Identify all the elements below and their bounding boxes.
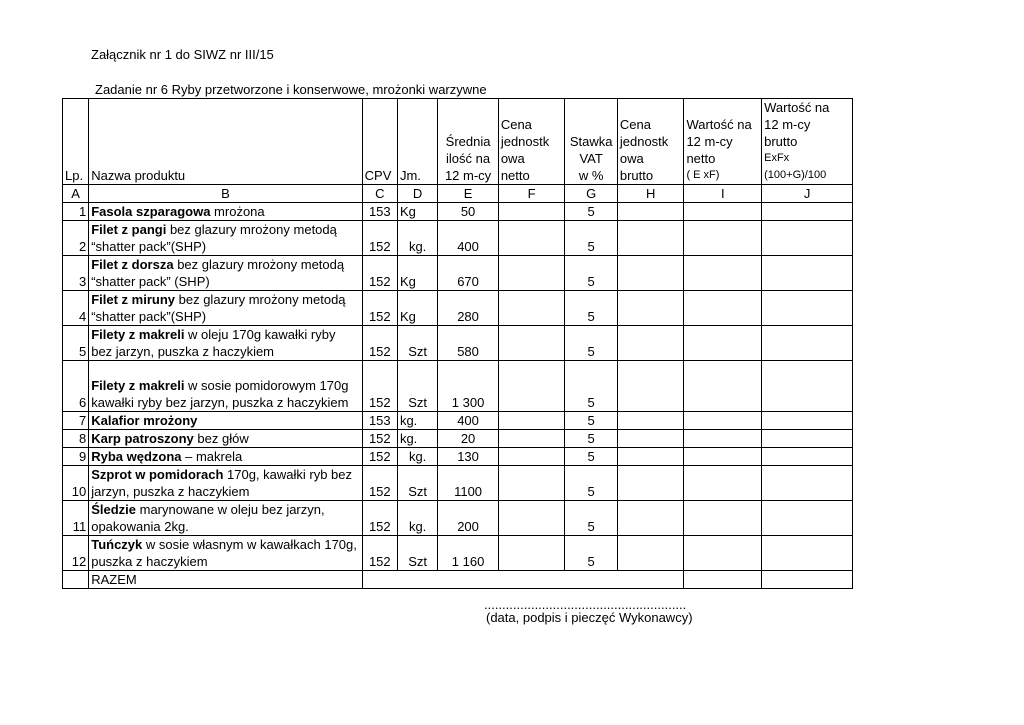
row-qty: 20 xyxy=(438,430,499,448)
header-name: Nazwa produktu xyxy=(89,99,362,185)
row-cpv: 152 xyxy=(362,501,397,536)
row-product-name xyxy=(89,291,362,326)
row-value-gross xyxy=(762,291,853,326)
price-table xyxy=(62,98,853,589)
row-value-gross xyxy=(762,361,853,412)
row-price-net xyxy=(498,221,565,256)
row-jm: Kg xyxy=(397,203,437,221)
total-value-gross xyxy=(762,571,853,589)
table-row xyxy=(63,221,853,256)
letter-g: G xyxy=(565,185,617,203)
total-label: RAZEM xyxy=(89,571,362,589)
row-lp: 5 xyxy=(63,326,89,361)
row-value-net xyxy=(684,256,762,291)
row-vat: 5 xyxy=(565,221,617,256)
row-price-net xyxy=(498,536,565,571)
row-qty: 400 xyxy=(438,221,499,256)
row-product-bold: Filety z makreli xyxy=(91,378,185,393)
row-cpv: 152 xyxy=(362,221,397,256)
attachment-title: Załącznik nr 1 do SIWZ nr III/15 xyxy=(91,47,274,62)
row-value-gross xyxy=(762,430,853,448)
row-vat: 5 xyxy=(565,448,617,466)
table-row xyxy=(63,430,853,448)
row-jm: Szt xyxy=(397,326,437,361)
signature-caption: (data, podpis i pieczęć Wykonawcy) xyxy=(486,610,693,625)
letter-a: A xyxy=(63,185,89,203)
letter-e: E xyxy=(438,185,499,203)
row-qty: 1 300 xyxy=(438,361,499,412)
row-product-bold: Filet z pangi xyxy=(91,222,167,237)
row-value-gross xyxy=(762,501,853,536)
row-product-desc: bez glazury mrożony metodą “shatter pack” (SHP) xyxy=(91,257,345,289)
row-product-bold: Filet z dorsza xyxy=(91,257,174,272)
row-product-bold: Tuńczyk xyxy=(91,537,143,552)
row-qty: 200 xyxy=(438,501,499,536)
row-vat: 5 xyxy=(565,203,617,221)
row-price-gross xyxy=(617,412,684,430)
row-price-gross xyxy=(617,430,684,448)
row-price-net xyxy=(498,501,565,536)
row-value-gross xyxy=(762,466,853,501)
row-lp: 11 xyxy=(63,501,89,536)
row-product-name xyxy=(89,430,362,448)
row-lp: 4 xyxy=(63,291,89,326)
row-value-net xyxy=(684,448,762,466)
row-price-net xyxy=(498,291,565,326)
letter-i: I xyxy=(684,185,762,203)
row-lp: 12 xyxy=(63,536,89,571)
row-product-desc: bez glazury mrożony metodą “shatter pack”(SHP) xyxy=(91,292,346,324)
row-product-desc: bez glazury mrożony metodą “shatter pack”(SHP) xyxy=(91,222,337,254)
row-price-net xyxy=(498,326,565,361)
row-product-bold: Fasola szparagowa xyxy=(91,204,211,219)
row-vat: 5 xyxy=(565,326,617,361)
row-qty: 50 xyxy=(438,203,499,221)
row-value-net xyxy=(684,536,762,571)
header-cpv: CPV xyxy=(362,99,397,185)
row-lp: 3 xyxy=(63,256,89,291)
row-value-net xyxy=(684,221,762,256)
row-product-bold: Śledzie xyxy=(91,502,137,517)
row-cpv: 152 xyxy=(362,256,397,291)
row-cpv: 152 xyxy=(362,536,397,571)
row-value-gross xyxy=(762,221,853,256)
row-price-net xyxy=(498,361,565,412)
table-row xyxy=(63,361,853,412)
letter-c: C xyxy=(362,185,397,203)
row-product-bold: Ryba wędzona xyxy=(91,449,182,464)
row-value-gross xyxy=(762,448,853,466)
row-product-bold: Szprot w pomidorach xyxy=(91,467,224,482)
row-price-gross xyxy=(617,221,684,256)
row-cpv: 152 xyxy=(362,466,397,501)
row-product-bold: Kalafior mrożony xyxy=(91,413,198,428)
row-qty: 280 xyxy=(438,291,499,326)
row-price-net xyxy=(498,256,565,291)
row-product-desc: w oleju 170g kawałki ryby bez jarzyn, puszka z haczykiem xyxy=(91,327,336,359)
header-lp: Lp. xyxy=(63,99,89,185)
table-row xyxy=(63,501,853,536)
row-value-net xyxy=(684,361,762,412)
column-letters-row xyxy=(63,185,853,203)
row-product-desc: – makrela xyxy=(181,449,243,464)
row-product-name xyxy=(89,501,362,536)
row-vat: 5 xyxy=(565,536,617,571)
row-cpv: 152 xyxy=(362,448,397,466)
table-row xyxy=(63,466,853,501)
row-vat: 5 xyxy=(565,291,617,326)
product-rows xyxy=(63,203,853,571)
row-vat: 5 xyxy=(565,501,617,536)
total-row xyxy=(63,571,853,589)
row-value-gross xyxy=(762,203,853,221)
row-price-net xyxy=(498,430,565,448)
row-lp: 2 xyxy=(63,221,89,256)
row-price-net xyxy=(498,466,565,501)
row-price-gross xyxy=(617,448,684,466)
row-jm: Szt xyxy=(397,466,437,501)
row-product-desc: w sosie pomidorowym 170g kawałki ryby bez jarzyn, puszka z haczykiem xyxy=(91,378,349,410)
letter-b: B xyxy=(89,185,362,203)
row-qty: 580 xyxy=(438,326,499,361)
letter-d: D xyxy=(397,185,437,203)
header-value-net: Wartość na 12 m-cy netto ( E xF) xyxy=(684,99,762,185)
row-price-gross xyxy=(617,291,684,326)
row-jm: Szt xyxy=(397,536,437,571)
row-value-net xyxy=(684,430,762,448)
row-vat: 5 xyxy=(565,430,617,448)
row-qty: 400 xyxy=(438,412,499,430)
row-price-net xyxy=(498,448,565,466)
row-qty: 130 xyxy=(438,448,499,466)
row-jm: Kg xyxy=(397,256,437,291)
table-row xyxy=(63,256,853,291)
row-vat: 5 xyxy=(565,412,617,430)
row-product-name xyxy=(89,221,362,256)
row-value-gross xyxy=(762,412,853,430)
total-value-net xyxy=(684,571,762,589)
row-qty: 1100 xyxy=(438,466,499,501)
row-jm: kg. xyxy=(397,412,437,430)
row-product-desc: mrożona xyxy=(210,204,265,219)
signature-line: ........................................................ xyxy=(484,597,687,612)
header-price-net: Cena jednostk owa netto xyxy=(498,99,565,185)
row-price-gross xyxy=(617,256,684,291)
row-price-gross xyxy=(617,361,684,412)
row-product-desc: 170g, kawałki ryb bez jarzyn, puszka z haczykiem xyxy=(91,467,353,499)
table-row xyxy=(63,412,853,430)
row-value-net xyxy=(684,326,762,361)
header-jm: Jm. xyxy=(397,99,437,185)
row-value-gross xyxy=(762,256,853,291)
row-cpv: 152 xyxy=(362,291,397,326)
row-cpv: 153 xyxy=(362,412,397,430)
row-product-name xyxy=(89,412,362,430)
row-lp: 10 xyxy=(63,466,89,501)
row-product-name xyxy=(89,448,362,466)
row-jm: Szt xyxy=(397,361,437,412)
row-vat: 5 xyxy=(565,466,617,501)
row-cpv: 152 xyxy=(362,430,397,448)
row-lp: 7 xyxy=(63,412,89,430)
task-title: Zadanie nr 6 Ryby przetworzone i konserwowe, mrożonki warzywne xyxy=(95,82,487,97)
row-price-gross xyxy=(617,466,684,501)
row-lp: 9 xyxy=(63,448,89,466)
row-value-gross xyxy=(762,326,853,361)
row-product-bold: Filety z makreli xyxy=(91,327,185,342)
total-lp xyxy=(63,571,89,589)
row-price-net xyxy=(498,203,565,221)
row-price-net xyxy=(498,412,565,430)
row-cpv: 153 xyxy=(362,203,397,221)
row-value-gross xyxy=(762,536,853,571)
row-value-net xyxy=(684,412,762,430)
row-lp: 8 xyxy=(63,430,89,448)
header-price-gross: Cena jednostk owa brutto xyxy=(617,99,684,185)
letter-f: F xyxy=(498,185,565,203)
row-price-gross xyxy=(617,326,684,361)
table-row xyxy=(63,448,853,466)
table-row xyxy=(63,326,853,361)
row-jm: Kg xyxy=(397,291,437,326)
row-product-bold: Karp patroszony xyxy=(91,431,194,446)
total-blank xyxy=(362,571,684,589)
header-vat: Stawka VAT w % xyxy=(565,99,617,185)
row-value-net xyxy=(684,203,762,221)
row-product-name xyxy=(89,536,362,571)
row-product-name xyxy=(89,466,362,501)
row-vat: 5 xyxy=(565,256,617,291)
letter-j: J xyxy=(762,185,853,203)
header-qty: Średnia ilość na 12 m-cy xyxy=(438,99,499,185)
row-cpv: 152 xyxy=(362,361,397,412)
row-jm: kg. xyxy=(397,501,437,536)
row-vat: 5 xyxy=(565,361,617,412)
row-jm: kg. xyxy=(397,448,437,466)
table-row xyxy=(63,203,853,221)
row-product-name xyxy=(89,203,362,221)
header-value-gross: Wartość na 12 m-cy brutto ExFx (100+G)/100 xyxy=(762,99,853,185)
table-row xyxy=(63,536,853,571)
row-product-name xyxy=(89,326,362,361)
row-value-net xyxy=(684,466,762,501)
row-product-desc: bez głów xyxy=(193,431,249,446)
row-product-name xyxy=(89,361,362,412)
row-qty: 1 160 xyxy=(438,536,499,571)
row-jm: kg. xyxy=(397,221,437,256)
row-product-desc: w sosie własnym w kawałkach 170g, puszka z haczykiem xyxy=(91,537,357,569)
header-row xyxy=(63,99,853,185)
row-product-name xyxy=(89,256,362,291)
letter-h: H xyxy=(617,185,684,203)
row-lp: 6 xyxy=(63,361,89,412)
row-value-net xyxy=(684,291,762,326)
row-price-gross xyxy=(617,501,684,536)
row-price-gross xyxy=(617,203,684,221)
row-product-desc: marynowane w oleju bez jarzyn, opakowania 2kg. xyxy=(91,502,325,534)
row-price-gross xyxy=(617,536,684,571)
row-product-bold: Filet z miruny xyxy=(91,292,176,307)
row-value-net xyxy=(684,501,762,536)
row-jm: kg. xyxy=(397,430,437,448)
row-cpv: 152 xyxy=(362,326,397,361)
table-row xyxy=(63,291,853,326)
row-lp: 1 xyxy=(63,203,89,221)
row-qty: 670 xyxy=(438,256,499,291)
